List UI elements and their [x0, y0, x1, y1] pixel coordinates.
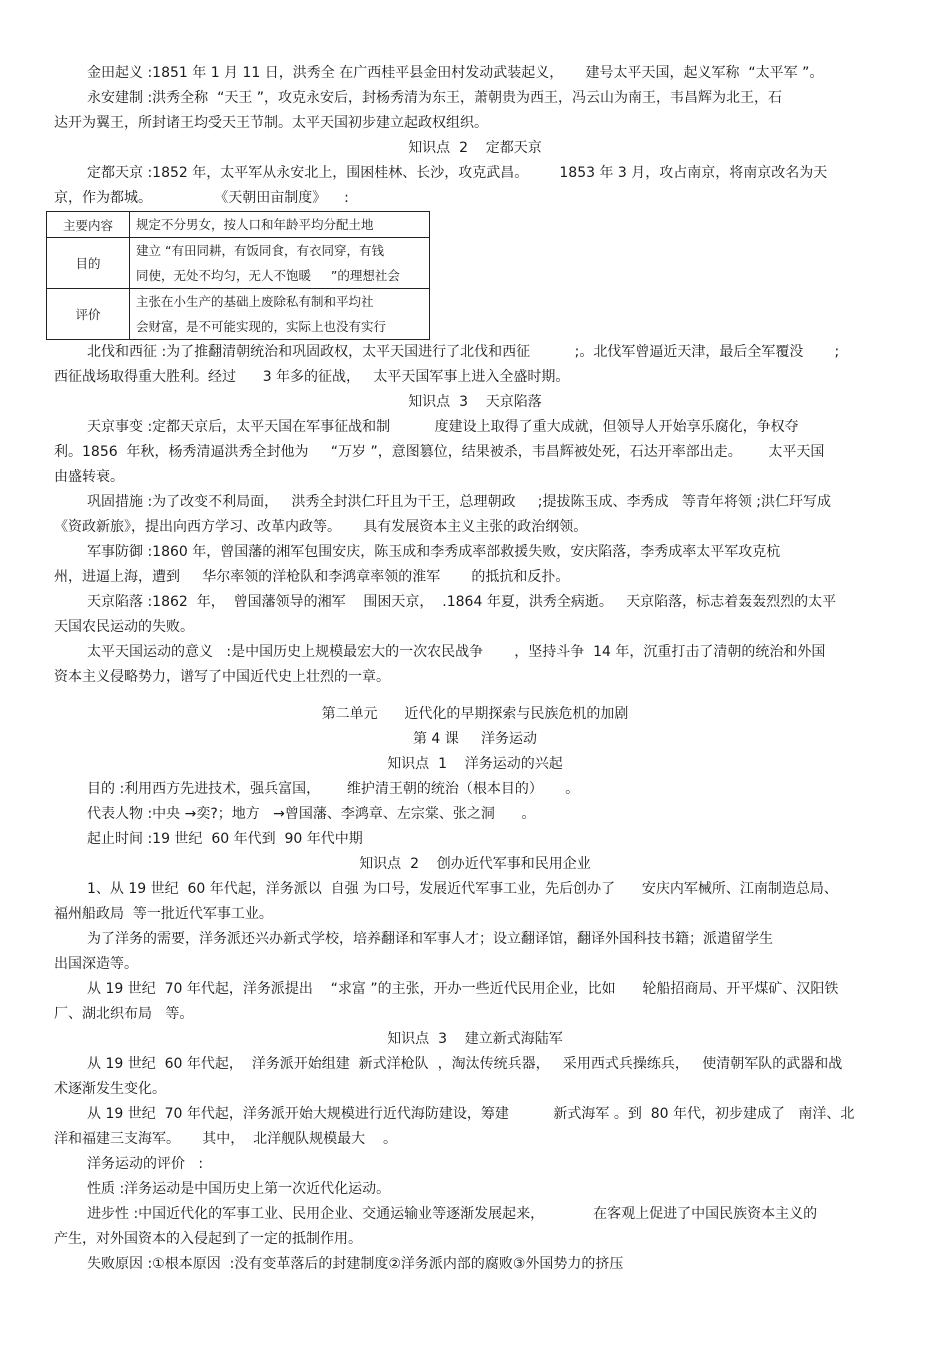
paragraph-beifa-line2: 西征战场取得重大胜利。经过 3 年多的征战， 太平天国军事上进入全盛时期。	[54, 369, 570, 385]
paragraph-representatives: 代表人物 :中央 →奕?；地方 →曾国藩、李鸿章、左宗棠、张之洞 。	[87, 806, 536, 822]
paragraph-army-line2: 术逐渐发生变化。	[54, 1081, 166, 1097]
table-row	[47, 289, 430, 340]
paragraph-measures-line1: 巩固措施 :为了改变不利局面， 洪秀全封洪仁玕且为干王，总理朝政 ;提拔陈玉成、李秀成 等青年将领 ;洪仁玕写成	[87, 494, 831, 510]
paragraph-incident-line3: 由盛转衰。	[54, 469, 124, 485]
paragraph-schools-line1: 为了洋务的需要，洋务派还兴办新式学校，培养翻译和军事人才；设立翻译馆，翻译外国科技书籍；派遣留学生	[87, 931, 773, 947]
table-value-line: 规定不分男女，按人口和年龄平均分配土地	[136, 217, 374, 232]
paragraph-nature: 性质 :洋务运动是中国历史上第一次近代化运动。	[87, 1181, 391, 1197]
heading-kp3-fall: 知识点 3 天京陷落	[408, 394, 542, 410]
table-value	[130, 289, 430, 340]
paragraph-defense-line2: 州，进逼上海，遭到 华尔率领的洋枪队和李鸿章率领的淮军 的抵抗和反扑。	[54, 569, 570, 585]
table-row	[47, 238, 430, 289]
paragraph-army-line1: 从 19 世纪 60 年代起， 洋务派开始组建 新式洋枪队 ，淘汰传统兵器， 采用西式兵操练兵， 使清朝军队的武器和战	[87, 1056, 843, 1072]
table-value-line: 建立 “有田同耕，有饭同食，有衣同穿，有钱	[136, 243, 384, 258]
paragraph-fall-line2: 天国农民运动的失败。	[54, 619, 194, 635]
paragraph-incident-line1: 天京事变 :定都天京后，太平天国在军事征战和制 度建设上取得了重大成就，但领导人开始享乐腐化，争权夺	[87, 419, 799, 435]
paragraph-period: 起止时间 :19 世纪 60 年代到 90 年代中期	[87, 831, 363, 847]
paragraph-significance-line1: 太平天国运动的意义 :是中国历史上规模最宏大的一次农民战争 ，坚持斗争 14 年，沉重打击了清朝的统治和外国	[87, 644, 826, 660]
heading-kp2-enterprises: 知识点 2 创办近代军事和民用企业	[359, 856, 591, 872]
paragraph-civil-industry-line2: 厂、湖北织布局 等。	[54, 1006, 194, 1022]
heading-kp1-rise: 知识点 1 洋务运动的兴起	[387, 756, 563, 772]
paragraph-progress-line1: 进步性 :中国近代化的军事工业、民用企业、交通运输业等逐渐发展起来， 在客观上促进了中国民族资本主义的	[87, 1206, 818, 1222]
paragraph-navy-line1: 从 19 世纪 70 年代起，洋务派开始大规模进行近代海防建设，筹建 新式海军 。到 80 年代，初步建成了 南洋、北	[87, 1106, 855, 1122]
heading-kp2-capital: 知识点 2 定都天京	[408, 140, 542, 156]
paragraph-yongan-line2: 达开为翼王，所封诸王均受天王节制。太平天国初步建立起政权组织。	[54, 115, 488, 131]
paragraph-military-industry-line1: 1、从 19 世纪 60 年代起，洋务派以 自强 为口号，发展近代军事工业，先后创办了 安庆内军械所、江南制造总局、	[87, 881, 838, 897]
paragraph-beifa-line1: 北伐和西征 :为了推翻清朝统治和巩固政权，太平天国进行了北伐和西征 ;。北伐军曾逼近天津，最后全军覆没 ;	[87, 344, 840, 360]
paragraph-capital-line2: 京，作为都城。 《天朝田亩制度》 :	[54, 190, 349, 206]
paragraph-fall-line1: 天京陷落 :1862 年， 曾国藩领导的湘军 围困天京， .1864 年夏，洪秀全病逝。 天京陷落，标志着轰轰烈烈的太平	[87, 594, 837, 610]
table-key: 评价	[47, 289, 130, 340]
paragraph-purpose: 目的 :利用西方先进技术，强兵富国， 维护清王朝的统治（根本目的） 。	[87, 781, 580, 797]
table-key: 目的	[47, 238, 130, 289]
paragraph-measures-line2: 《资政新旅》，提出向西方学习、改革内政等。 具有发展资本主义主张的政治纲领。	[54, 519, 588, 535]
heading-kp3-army: 知识点 3 建立新式海陆军	[387, 1031, 563, 1047]
paragraph-jintian-uprising: 金田起义 :1851 年 1 月 11 日，洪秀全 在广西桂平县金田村发动武装起义， 建号太平天国，起义军称 “太平军 ”。	[87, 65, 824, 81]
table-value	[130, 212, 430, 238]
table-key: 主要内容	[47, 212, 130, 238]
paragraph-progress-line2: 产生，对外国资本的入侵起到了一定的抵制作用。	[54, 1231, 362, 1247]
table-value	[130, 238, 430, 289]
paragraph-navy-line2: 洋和福建三支海军。 其中， 北洋舰队规模最大 。	[54, 1131, 397, 1147]
table-row	[47, 212, 430, 238]
paragraph-military-industry-line2: 福州船政局 等一批近代军事工业。	[54, 906, 273, 922]
table-value-line: 主张在小生产的基础上废除私有制和平均社	[136, 294, 374, 309]
paragraph-significance-line2: 资本主义侵略势力，谱写了中国近代史上壮烈的一章。	[54, 669, 390, 685]
paragraph-schools-line2: 出国深造等。	[54, 956, 138, 972]
paragraph-yongan-line1: 永安建制 :洪秀全称 “天王 ”，攻克永安后，封杨秀清为东王，萧朝贵为西王，冯云山为南王，韦昌辉为北王，石	[87, 90, 783, 106]
table-value-line: 会财富，是不可能实现的，实际上也没有实行	[136, 319, 387, 334]
unit-title: 第二单元 近代化的早期探索与民族危机的加剧	[321, 706, 629, 722]
paragraph-defense-line1: 军事防御 :1860 年，曾国藩的湘军包围安庆，陈玉成和李秀成率部救援失败，安庆陷落，李秀成率太平军攻克杭	[87, 544, 781, 560]
heading-evaluation: 洋务运动的评价 :	[87, 1156, 204, 1172]
paragraph-capital-line1: 定都天京 :1852 年，太平军从永安北上，围困桂林、长沙，攻克武昌。 1853 年 3 月，攻占南京，将南京改名为天	[87, 165, 828, 181]
paragraph-civil-industry-line1: 从 19 世纪 70 年代起，洋务派提出 “求富 ”的主张，开办一些近代民用企业，比如 轮船招商局、开平煤矿、汉阳铁	[87, 981, 839, 997]
land-system-table	[46, 211, 430, 340]
table-value-line: 同使，无处不均匀，无人不饱暖 ”的理想社会	[136, 268, 400, 283]
paragraph-failure-reasons: 失败原因 :①根本原因 :没有变革落后的封建制度②洋务派内部的腐败③外国势力的挤压	[87, 1256, 624, 1272]
lesson-title: 第 4 课 洋务运动	[412, 731, 538, 747]
paragraph-incident-line2: 利。1856 年秋，杨秀清逼洪秀全封他为 “万岁 ”，意图篡位，结果被杀，韦昌辉被处死，石达开率部出走。 太平天国	[54, 444, 825, 460]
